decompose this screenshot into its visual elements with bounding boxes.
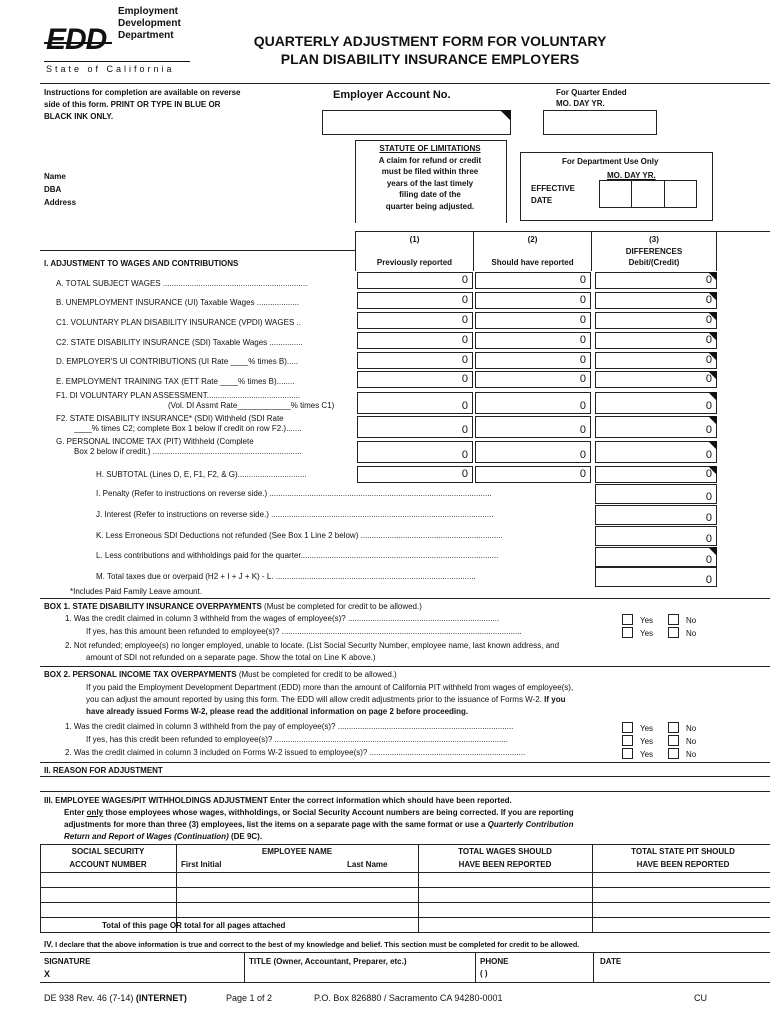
amount-value: 0 bbox=[705, 294, 712, 306]
amount-c3-field[interactable] bbox=[595, 332, 717, 349]
yes-label: Yes bbox=[640, 724, 654, 733]
amount-value: 0 bbox=[579, 468, 586, 480]
box2-p3: have already issued Forms W-2, please read the additional information on page 2 before proceeding. bbox=[86, 707, 469, 716]
section3-top-rule bbox=[40, 791, 770, 792]
emp-header-last: Last Name bbox=[347, 860, 388, 869]
box2-q1: 1. Was the credit claimed in column 3 withheld from the pay of employee(s)? ............................................................................... bbox=[65, 722, 514, 731]
box2-p2: you can adjust the amount reported by using this form. The EDD will allow credit adjustments prior to the issuance of Forms W-2. If you bbox=[86, 695, 566, 704]
row-label: D. EMPLOYER'S UI CONTRIBUTIONS (UI Rate ____% times B)..... bbox=[56, 357, 299, 366]
section1-title: I. ADJUSTMENT TO WAGES AND CONTRIBUTIONS bbox=[44, 259, 239, 268]
field-corner-mark bbox=[708, 466, 717, 475]
statute-top-border bbox=[355, 140, 507, 141]
amount-value: 0 bbox=[579, 449, 586, 461]
section4-rule bbox=[40, 952, 770, 953]
amount-value: 0 bbox=[461, 449, 468, 461]
row-label: A. TOTAL SUBJECT WAGES ................................................................. bbox=[56, 279, 308, 288]
emp-table-top bbox=[40, 844, 770, 845]
effective-label: EFFECTIVE bbox=[531, 184, 576, 193]
address-label: Address bbox=[44, 198, 77, 207]
amount-c1-field[interactable] bbox=[357, 466, 473, 483]
title-field[interactable] bbox=[248, 966, 472, 980]
field-corner-mark bbox=[708, 392, 717, 401]
amount-value: 0 bbox=[461, 314, 468, 326]
row-label: I. Penalty (Refer to instructions on reverse side.) .................................................................................................... bbox=[96, 489, 492, 498]
section2-title: II. REASON FOR ADJUSTMENT bbox=[44, 766, 163, 775]
no-label: No bbox=[686, 724, 697, 733]
statute-line3: years of the last timely bbox=[386, 178, 474, 188]
emp-row-3[interactable] bbox=[40, 903, 770, 917]
amount-value: 0 bbox=[579, 294, 586, 306]
section4-col-date bbox=[593, 952, 594, 982]
section4-bottom bbox=[40, 982, 770, 983]
amount-c2-field[interactable] bbox=[475, 416, 591, 438]
amount-c3-field[interactable] bbox=[595, 567, 717, 587]
dept-use-title: For Department Use Only bbox=[562, 157, 659, 166]
logo-state: State of California bbox=[46, 64, 175, 74]
statute-line4: filing date of the bbox=[399, 190, 461, 199]
footer-form-number: DE 938 Rev. 46 (7-14) (INTERNET) bbox=[44, 993, 187, 1003]
statute-line2: must be filed within three bbox=[381, 167, 479, 176]
phone-field[interactable] bbox=[510, 966, 590, 980]
yes-checkbox[interactable] bbox=[622, 735, 633, 746]
statute-right-border bbox=[506, 140, 507, 223]
instructions-line2: side of this form. PRINT OR TYPE IN BLUE OR bbox=[44, 100, 221, 109]
section3-line2: Enter only those employees whose wages, withholdings, or Social Security Account numbers are being corrected. If you are reporting bbox=[64, 808, 574, 817]
amount-c2-field[interactable] bbox=[475, 272, 591, 289]
box1-title: BOX 1. STATE DISABILITY INSURANCE OVERPAYMENTS (Must be completed for credit to be allowed.) bbox=[44, 602, 422, 611]
emp-row-1[interactable] bbox=[40, 873, 770, 887]
no-label: No bbox=[686, 750, 697, 759]
emp-table-bottom bbox=[40, 932, 770, 933]
statute-line5: quarter being adjusted. bbox=[385, 201, 475, 211]
amount-value: 0 bbox=[705, 512, 712, 524]
emp-header-first: First Initial bbox=[181, 860, 222, 869]
amount-c3-field[interactable] bbox=[595, 416, 717, 438]
edd-logo bbox=[44, 6, 194, 76]
amount-value: 0 bbox=[705, 449, 712, 461]
col1-header: Previously reported bbox=[376, 258, 453, 267]
footer-page: Page 1 of 2 bbox=[226, 993, 273, 1003]
section2-top-rule bbox=[40, 762, 770, 763]
statute-of-limitations bbox=[355, 143, 505, 212]
amount-value: 0 bbox=[461, 334, 468, 346]
amount-value: 0 bbox=[705, 354, 712, 366]
amount-value: 0 bbox=[461, 274, 468, 286]
field-corner-mark bbox=[708, 332, 717, 341]
name-label: Name bbox=[44, 172, 66, 181]
amount-value: 0 bbox=[461, 424, 468, 436]
header-rule bbox=[40, 83, 770, 84]
amount-c2-field[interactable] bbox=[475, 371, 591, 388]
amount-c3-field[interactable] bbox=[595, 484, 717, 504]
col3-header-b: Debit/(Credit) bbox=[628, 258, 680, 267]
effective-day-field[interactable] bbox=[631, 180, 665, 208]
logo-line3: Department bbox=[118, 30, 174, 41]
amount-c1-field[interactable] bbox=[357, 272, 473, 289]
amount-c3-field[interactable] bbox=[595, 352, 717, 369]
section1-left-rule bbox=[40, 250, 356, 251]
quarter-ended-label: For Quarter Ended bbox=[556, 88, 627, 97]
amount-value: 0 bbox=[705, 400, 712, 412]
section4-col-phone bbox=[475, 952, 476, 982]
emp-header-pit1: TOTAL STATE PIT SHOULD bbox=[631, 847, 735, 856]
no-checkbox[interactable] bbox=[668, 735, 679, 746]
effective-mo-field[interactable] bbox=[599, 180, 632, 208]
form-title-line1: QUARTERLY ADJUSTMENT FORM FOR VOLUNTARY bbox=[253, 33, 607, 49]
no-label: No bbox=[686, 629, 697, 638]
field-corner-mark bbox=[708, 272, 717, 281]
amount-value: 0 bbox=[579, 274, 586, 286]
employer-account-label: Employer Account No. bbox=[333, 89, 451, 101]
yes-checkbox[interactable] bbox=[622, 722, 633, 733]
box1-q2b: amount of SDI not refunded on a separate page. Show the total on Line K above.) bbox=[86, 653, 376, 662]
quarter-ended-field[interactable] bbox=[543, 110, 657, 135]
box1-q1: 1. Was the credit claimed in column 3 withheld from the wages of employee(s)? .................................................................... bbox=[65, 614, 500, 623]
yes-label: Yes bbox=[640, 737, 654, 746]
box2-title: BOX 2. PERSONAL INCOME TAX OVERPAYMENTS (Must be completed for credit to be allowed.) bbox=[44, 670, 397, 679]
box2-top-rule bbox=[40, 666, 770, 667]
row-label: L. Less contributions and withholdings paid for the quarter......................................................................................... bbox=[96, 551, 499, 560]
section3-title: III. EMPLOYEE WAGES/PIT WITHHOLDINGS ADJUSTMENT Enter the correct information which should have been reported. bbox=[44, 796, 512, 805]
amount-value: 0 bbox=[461, 354, 468, 366]
emp-header-name: EMPLOYEE NAME bbox=[261, 847, 333, 856]
section3-line4: Return and Report of Wages (Continuation) (DE 9C). bbox=[64, 832, 263, 841]
amount-c2-field[interactable] bbox=[475, 466, 591, 483]
logo-underline bbox=[44, 61, 190, 62]
col3-number: (3) bbox=[649, 235, 659, 244]
yes-label: Yes bbox=[640, 629, 654, 638]
amount-c2-field[interactable] bbox=[475, 352, 591, 369]
amount-c3-field[interactable] bbox=[595, 526, 717, 546]
col2-number: (2) bbox=[527, 235, 538, 244]
no-checkbox[interactable] bbox=[668, 627, 679, 638]
row-label: H. SUBTOTAL (Lines D, E, F1, F2, & G)............................... bbox=[96, 470, 307, 479]
logo-bar bbox=[44, 42, 112, 44]
signature-field[interactable] bbox=[56, 966, 242, 980]
amount-value: 0 bbox=[705, 424, 712, 436]
logo-line2: Development bbox=[118, 18, 181, 29]
no-label: No bbox=[686, 616, 697, 625]
emp-row-rule-3 bbox=[40, 917, 770, 918]
no-checkbox[interactable] bbox=[668, 748, 679, 759]
row-label: E. EMPLOYMENT TRAINING TAX (ETT Rate ____% times B)........ bbox=[56, 377, 295, 386]
amount-c3-field[interactable] bbox=[595, 392, 717, 414]
row-label: J. Interest (Refer to instructions on reverse side.) .................................................................................................... bbox=[96, 510, 494, 519]
phone-paren: ( ) bbox=[480, 969, 488, 978]
no-checkbox[interactable] bbox=[668, 722, 679, 733]
row-label: C1. VOLUNTARY PLAN DISABILITY INSURANCE (VPDI) WAGES .. bbox=[56, 318, 301, 327]
amount-c1-field[interactable] bbox=[357, 416, 473, 438]
emp-header-ssn2: ACCOUNT NUMBER bbox=[69, 860, 147, 869]
amount-value: 0 bbox=[461, 400, 468, 412]
amount-c2-field[interactable] bbox=[475, 332, 591, 349]
box1-top-rule bbox=[40, 598, 770, 599]
field-corner-mark bbox=[708, 312, 717, 321]
footer-code: CU bbox=[694, 993, 707, 1003]
amount-value: 0 bbox=[579, 314, 586, 326]
row-label: G. PERSONAL INCOME TAX (PIT) Withheld (Complete bbox=[56, 437, 254, 446]
amount-c1-field[interactable] bbox=[357, 332, 473, 349]
amount-c1-field[interactable] bbox=[357, 292, 473, 309]
amount-c2-field[interactable] bbox=[475, 441, 591, 463]
quarter-ended-sub: MO. DAY YR. bbox=[556, 99, 605, 108]
amount-c2-field[interactable] bbox=[475, 392, 591, 414]
amount-c3-field[interactable] bbox=[595, 272, 717, 289]
field-corner-mark bbox=[708, 441, 717, 450]
amount-c3-field[interactable] bbox=[595, 312, 717, 329]
amount-value: 0 bbox=[705, 491, 712, 503]
dept-use-sub: MO. DAY YR. bbox=[607, 171, 656, 180]
field-corner-mark bbox=[500, 110, 511, 121]
amount-value: 0 bbox=[705, 274, 712, 286]
section3-line3: adjustments for more than three (3) employees, list the items on a separate page with the same format or use a Quarterly Contribution bbox=[64, 820, 574, 829]
amount-c2-field[interactable] bbox=[475, 292, 591, 309]
form-title-line2: PLAN DISABILITY INSURANCE EMPLOYERS bbox=[280, 51, 580, 67]
no-checkbox[interactable] bbox=[668, 614, 679, 625]
signature-label: SIGNATURE bbox=[44, 957, 91, 966]
col1-number: (1) bbox=[409, 235, 420, 244]
emp-header-wages2: HAVE BEEN REPORTED bbox=[458, 860, 552, 869]
row-label-cont: Box 2 below if credit.) ................................................................... bbox=[74, 447, 302, 456]
col3-right bbox=[716, 231, 717, 271]
amount-value: 0 bbox=[705, 533, 712, 545]
yes-checkbox[interactable] bbox=[622, 748, 633, 759]
section4-declaration: IV. I declare that the above information is true and correct to the best of my knowledge and belief. This section must be completed for credit to be allowed. bbox=[44, 940, 580, 949]
field-corner-mark bbox=[708, 352, 717, 361]
amount-value: 0 bbox=[579, 400, 586, 412]
field-corner-mark bbox=[708, 547, 717, 556]
amount-c3-field[interactable] bbox=[595, 466, 717, 483]
amount-c3-field[interactable] bbox=[595, 441, 717, 463]
amount-value: 0 bbox=[705, 468, 712, 480]
row-label: C2. STATE DISABILITY INSURANCE (SDI) Taxable Wages ............... bbox=[56, 338, 303, 347]
row-label: F2. STATE DISABILITY INSURANCE* (SDI) Withheld (SDI Rate bbox=[56, 414, 284, 423]
row-label: M. Total taxes due or overpaid (H2 + I + J + K) - L. .......................................................................................... bbox=[96, 572, 476, 581]
amount-c3-field[interactable] bbox=[595, 505, 717, 525]
instructions-line1: Instructions for completion are available on reverse bbox=[44, 88, 241, 97]
reason-for-adjustment-field[interactable] bbox=[40, 777, 770, 791]
footer-address: P.O. Box 826880 / Sacramento CA 94280-0001 bbox=[314, 993, 503, 1003]
amount-value: 0 bbox=[461, 468, 468, 480]
amount-value: 0 bbox=[705, 314, 712, 326]
dba-label: DBA bbox=[44, 185, 62, 194]
amount-c2-field[interactable] bbox=[475, 312, 591, 329]
row-label-cont: (Vol. DI Assmt Rate____________% times C1) bbox=[168, 401, 335, 410]
section1-top-rule bbox=[355, 231, 770, 232]
amount-value: 0 bbox=[579, 373, 586, 385]
amount-c3-field[interactable] bbox=[595, 371, 717, 388]
box2-q2: 2. Was the credit claimed in column 3 included on Forms W-2 issued to employee(s)? ...................................................................... bbox=[65, 748, 526, 757]
amount-value: 0 bbox=[579, 424, 586, 436]
logo-line1: Employment bbox=[118, 6, 179, 17]
date-field[interactable] bbox=[598, 966, 770, 980]
title-label: TITLE (Owner, Accountant, Preparer, etc.) bbox=[249, 957, 407, 966]
amount-c1-field[interactable] bbox=[357, 392, 473, 414]
phone-label: PHONE bbox=[480, 957, 509, 966]
section4-col-title bbox=[244, 952, 245, 982]
effective-yr-field[interactable] bbox=[664, 180, 697, 208]
amount-value: 0 bbox=[705, 373, 712, 385]
amount-value: 0 bbox=[579, 354, 586, 366]
emp-total-label: Total of this page OR total for all pages attached bbox=[102, 921, 286, 930]
emp-header-wages1: TOTAL WAGES SHOULD bbox=[458, 847, 552, 856]
amount-value: 0 bbox=[461, 294, 468, 306]
amount-value: 0 bbox=[579, 334, 586, 346]
amount-value: 0 bbox=[705, 574, 712, 586]
yes-checkbox[interactable] bbox=[622, 627, 633, 638]
col2-header: Should have reported bbox=[491, 258, 574, 267]
amount-c1-field[interactable] bbox=[357, 352, 473, 369]
emp-header-pit2: HAVE BEEN REPORTED bbox=[636, 860, 730, 869]
field-corner-mark bbox=[708, 416, 717, 425]
yes-label: Yes bbox=[640, 616, 654, 625]
instructions-line3: BLACK INK ONLY. bbox=[44, 112, 114, 121]
date-field-label: DATE bbox=[600, 957, 622, 966]
amount-value: 0 bbox=[705, 334, 712, 346]
amount-value: 0 bbox=[705, 554, 712, 566]
yes-checkbox[interactable] bbox=[622, 614, 633, 625]
emp-row-2[interactable] bbox=[40, 888, 770, 902]
row-label: K. Less Erroneous SDI Deductions not refunded (See Box 1 Line 2 below) ................................................................ bbox=[96, 531, 503, 540]
box1-q1b: If yes, has this amount been refunded to employee(s)? ............................................................................................................ bbox=[86, 627, 522, 636]
amount-value: 0 bbox=[461, 373, 468, 385]
box1-q2: 2. Not refunded; employee(s) no longer employed, unable to locate. (List Social Security Number, employee name, last known address, and bbox=[65, 641, 560, 650]
amount-c1-field[interactable] bbox=[357, 371, 473, 388]
amount-c1-field[interactable] bbox=[357, 312, 473, 329]
footnote: *Includes Paid Family Leave amount. bbox=[70, 587, 203, 596]
box2-q1b: If yes, has this credit been refunded to employee(s)? ......................................................................................................... bbox=[86, 735, 508, 744]
no-label: No bbox=[686, 737, 697, 746]
row-label-cont: ____% times C2; complete Box 1 below if credit on row F2.)....... bbox=[74, 424, 302, 433]
row-label: B. UNEMPLOYMENT INSURANCE (UI) Taxable Wages ................... bbox=[56, 298, 300, 307]
employer-account-field[interactable] bbox=[322, 110, 511, 135]
col3-header-a: DIFFERENCES bbox=[625, 247, 683, 256]
emp-header-ssn1: SOCIAL SECURITY bbox=[71, 847, 145, 856]
date-label: DATE bbox=[531, 196, 553, 205]
statute-left-border bbox=[355, 140, 356, 223]
box2-p1: If you paid the Employment Development Department (EDD) more than the amount of California PIT withheld from wages of employee(s), bbox=[86, 683, 574, 692]
field-corner-mark bbox=[708, 371, 717, 380]
signature-x: X bbox=[44, 969, 51, 979]
amount-c3-field[interactable] bbox=[595, 547, 717, 567]
yes-label: Yes bbox=[640, 750, 654, 759]
statute-title: STATUTE OF LIMITATIONS bbox=[379, 144, 481, 153]
field-corner-mark bbox=[708, 292, 717, 301]
amount-c3-field[interactable] bbox=[595, 292, 717, 309]
amount-c1-field[interactable] bbox=[357, 441, 473, 463]
statute-line1: A claim for refund or credit bbox=[378, 155, 482, 165]
row-label: F1. DI VOLUNTARY PLAN ASSESSMENT.......................................... bbox=[56, 391, 301, 400]
logo-abbr: EDD bbox=[46, 23, 107, 56]
